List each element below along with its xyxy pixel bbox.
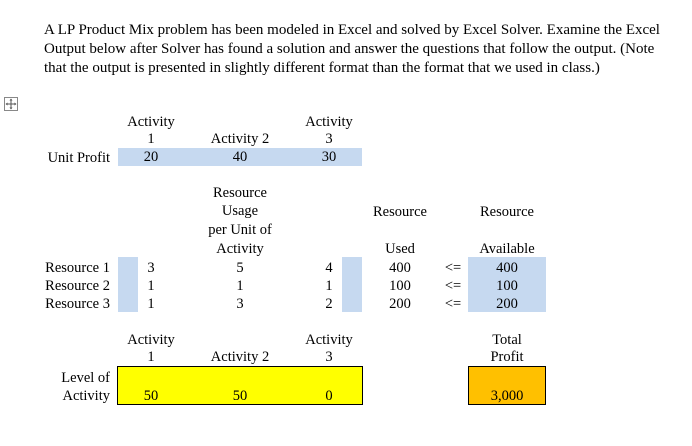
resource-3-label: Resource 3 — [45, 296, 110, 312]
resource-used-header-line1: Resource — [373, 204, 427, 220]
resource-2-operator: <= — [444, 278, 462, 294]
level-activity-1[interactable]: 50 — [143, 388, 159, 404]
level-of-activity-label-line1: Level of — [61, 370, 110, 386]
resource-usage-header-line3: per Unit of — [208, 222, 272, 238]
unit-profit-activity-3[interactable]: 30 — [321, 148, 337, 165]
level-of-activity-label-line2: Activity — [62, 388, 110, 404]
level-activity-2[interactable]: 50 — [232, 388, 248, 404]
resource-3-operator: <= — [444, 296, 462, 312]
resource-2-available[interactable]: 100 — [496, 278, 518, 294]
total-profit-header-line2: Profit — [490, 349, 524, 365]
unit-profit-label: Unit Profit — [47, 150, 110, 166]
move-cross-icon[interactable] — [4, 97, 18, 111]
resource-1-label: Resource 1 — [45, 260, 110, 276]
resource-3-used[interactable]: 200 — [389, 296, 411, 312]
total-profit-header-line1: Total — [492, 332, 522, 348]
resource-1-usage-activity-3[interactable]: 4 — [325, 260, 333, 276]
resource-usage-header-line2: Usage — [221, 203, 259, 219]
resource-usage-header-line1: Resource — [213, 185, 267, 201]
resource-available-header-line2: Available — [479, 241, 535, 257]
resource-available-header-line1: Resource — [480, 204, 534, 220]
bottom-activity-3-header-line2: 3 — [325, 349, 333, 365]
resource-3-usage-activity-3[interactable]: 2 — [325, 296, 333, 312]
resource-1-used[interactable]: 400 — [389, 260, 411, 276]
unit-profit-activity-1[interactable]: 20 — [143, 148, 159, 165]
unit-profit-activity-2[interactable]: 40 — [232, 148, 248, 165]
resource-2-usage-activity-2[interactable]: 1 — [236, 278, 244, 294]
activity-3-header-line2: 3 — [325, 131, 333, 147]
resource-2-usage-activity-1[interactable]: 1 — [147, 278, 155, 294]
resource-1-usage-activity-2[interactable]: 5 — [236, 260, 244, 276]
bottom-activity-1-header-line1: Activity — [127, 332, 175, 348]
activity-1-header-line1: Activity — [127, 114, 175, 130]
bottom-activity-1-header-line2: 1 — [147, 349, 155, 365]
resource-1-usage-activity-1[interactable]: 3 — [147, 260, 155, 276]
resource-3-available[interactable]: 200 — [496, 296, 518, 312]
activity-3-header-line1: Activity — [305, 114, 353, 130]
activity-2-header: Activity 2 — [210, 131, 270, 147]
resource-2-used[interactable]: 100 — [389, 278, 411, 294]
bottom-activity-2-header: Activity 2 — [210, 349, 270, 365]
level-activity-3[interactable]: 0 — [325, 388, 333, 404]
total-profit-value[interactable]: 3,000 — [490, 388, 524, 404]
resource-2-usage-activity-3[interactable]: 1 — [325, 278, 333, 294]
intro-paragraph: A LP Product Mix problem has been modeled in Excel and solved by Excel Solver. Examine the Excel Output below after Solver has found a solution and answer the questions that follow the output. (Note that the output is presented in slightly different format than the format that we used in class.) — [44, 22, 660, 76]
resource-usage-header-line4: Activity — [216, 241, 264, 257]
resource-2-label: Resource 2 — [45, 278, 110, 294]
resource-3-usage-activity-1[interactable]: 1 — [147, 296, 155, 312]
resource-1-operator: <= — [444, 260, 462, 276]
activity-1-header-line2: 1 — [147, 131, 155, 147]
resource-1-available[interactable]: 400 — [496, 260, 518, 276]
resource-3-usage-activity-2[interactable]: 3 — [236, 296, 244, 312]
bottom-activity-3-header-line1: Activity — [305, 332, 353, 348]
resource-used-header-line2: Used — [385, 241, 415, 257]
